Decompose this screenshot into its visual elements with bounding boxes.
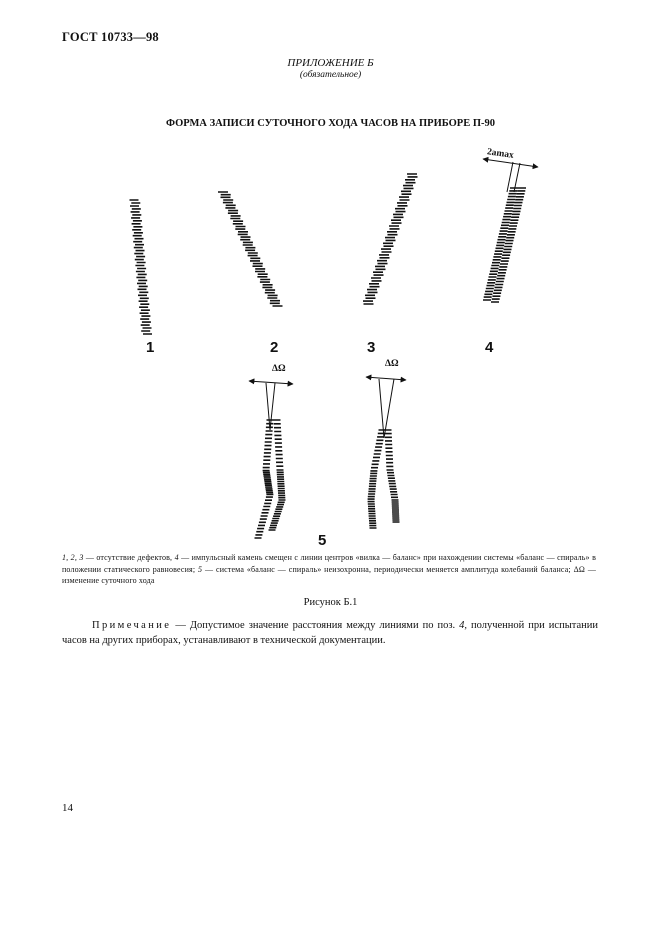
trace-5a-row-a [255, 420, 274, 538]
figure-caption: Рисунок Б.1 [303, 597, 358, 608]
legend-text-3: — система «баланс — спираль» неизохронна, периодически меняется амплитуда колебаний баланса; [202, 564, 574, 574]
trace-2 [218, 192, 283, 306]
appendix-subtitle: (обязательное) [299, 70, 362, 80]
legend-text-4: — изменение суточного хода [62, 564, 597, 585]
trace-4-dimension-label: 2amax [486, 147, 515, 161]
trace-5a-dimension-line [249, 381, 293, 384]
appendix-title: ПРИЛОЖЕНИЕ Б [287, 57, 374, 69]
trace-5b-angle-line-left [379, 379, 384, 438]
page-number: 14 [62, 802, 73, 814]
document-header: ГОСТ 10733—98 [62, 30, 159, 44]
legend-ref-5: 5 [198, 564, 203, 574]
note-label: Примечание [92, 620, 172, 631]
note-text-2: полученной при испытании часов на других приборах, устанавливают в технической документации. [62, 620, 598, 646]
trace-1 [130, 200, 153, 334]
trace-5b-dimension-label: ΔΩ [385, 359, 399, 369]
note-paragraph [62, 619, 598, 648]
trace-5a-row-b [269, 420, 286, 530]
trace-1-label: 1 [146, 339, 155, 356]
trace-5b-dimension-line [366, 377, 406, 380]
legend-ref-delta: ΔΩ [573, 564, 586, 574]
legend-text-1: — отсутствие дефектов, [83, 553, 175, 562]
section-title: ФОРМА ЗАПИСИ СУТОЧНОГО ХОДА ЧАСОВ НА ПРИБОРЕ П-90 [165, 118, 496, 129]
note-reference: 4, [459, 620, 467, 631]
trace-5b-row-b [385, 430, 400, 522]
legend-ref-1-2-3: 1, 2, 3 [62, 553, 84, 562]
trace-2-label: 2 [270, 339, 279, 356]
trace-5b-row-a [368, 430, 386, 528]
trace-5a-dimension-label: ΔΩ [272, 364, 286, 374]
legend-ref-4: 4 [174, 553, 179, 562]
trace-5-label: 5 [318, 532, 327, 549]
figure-b1 [0, 140, 661, 550]
figure-legend [62, 552, 596, 587]
trace-3 [363, 174, 418, 304]
legend-text-2: — импульсный камень смещен с линии центров «вилка — баланс» при нахождении системы «баланс — спираль» в положении статического равновесия; [62, 553, 596, 574]
trace-5b-angle-line-right [384, 379, 394, 438]
note-text-1: — Допустимое значение расстояния между линиями по поз. [171, 620, 460, 631]
trace-3-label: 3 [367, 339, 376, 356]
trace-4-label: 4 [485, 339, 494, 356]
